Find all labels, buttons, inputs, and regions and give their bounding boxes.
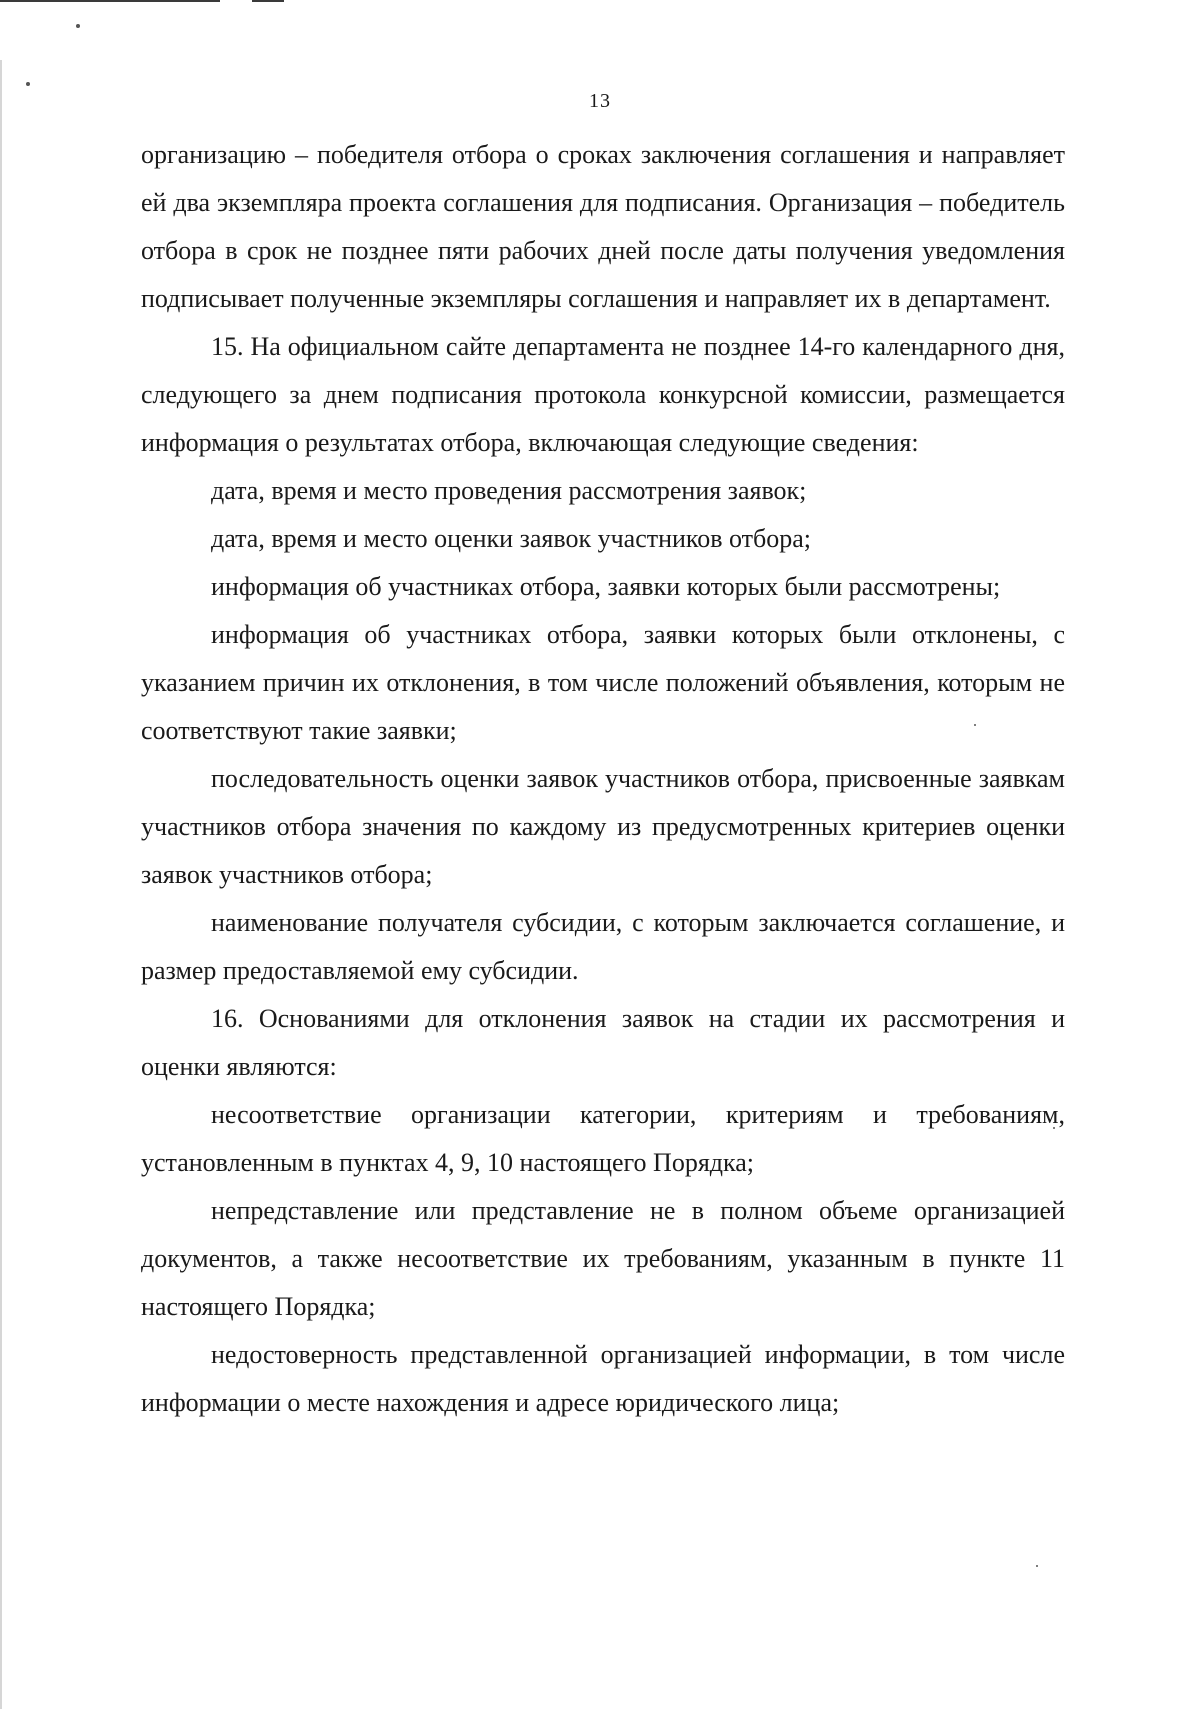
list-item: несоответствие организации категории, критериям и требованиям, установленным в пунктах 4, 9, 10 настоящего Порядка;	[141, 1100, 1065, 1177]
list-item: информация об участниках отбора, заявки которых были отклонены, с указанием причин их отклонения, в том числе положений объявления, которым не соответствуют такие заявки;	[141, 620, 1065, 745]
scan-left-edge	[0, 60, 2, 1709]
list-item: дата, время и место оценки заявок участников отбора;	[211, 524, 812, 553]
paragraph-item-15: 15. На официальном сайте департамента не позднее 14-го календарного дня, следующего за днем подписания протокола конкурсной комиссии, размещается информация о результатах отбора, включающая следующие сведения:	[141, 332, 1065, 457]
document-body	[141, 131, 1065, 1427]
scan-speck	[26, 82, 30, 86]
list-item: последовательность оценки заявок участников отбора, присвоенные заявкам участников отбора значения по каждому из предусмотренных критериев оценки заявок участников отбора;	[141, 764, 1065, 889]
paragraph-item-16: 16. Основаниями для отклонения заявок на стадии их рассмотрения и оценки являются:	[141, 1004, 1065, 1081]
list-item: недостоверность представленной организацией информации, в том числе информации о месте нахождения и адресе юридического лица;	[141, 1340, 1065, 1417]
paragraph: организацию – победителя отбора о сроках заключения соглашения и направляет ей два экземпляра проекта соглашения для подписания. Организация – победитель отбора в срок не позднее пяти рабочих дней после даты получения уведомления подписывает полученные экземпляры соглашения и направляет их в департамент.	[141, 140, 1065, 313]
scan-speck	[1036, 1565, 1038, 1567]
list-item: наименование получателя субсидии, с которым заключается соглашение, и размер предоставляемой ему субсидии.	[141, 908, 1065, 985]
page-number: 13	[589, 90, 611, 112]
scan-edge-line	[0, 0, 220, 2]
scan-speck	[76, 24, 80, 28]
scan-edge-line	[252, 0, 284, 2]
list-item: непредставление или представление не в полном объеме организацией документов, а также несоответствие их требованиям, указанным в пункте 11 настоящего Порядка;	[141, 1196, 1065, 1321]
list-item: дата, время и место проведения рассмотрения заявок;	[211, 476, 807, 505]
list-item: информация об участниках отбора, заявки которых были рассмотрены;	[211, 572, 1001, 601]
